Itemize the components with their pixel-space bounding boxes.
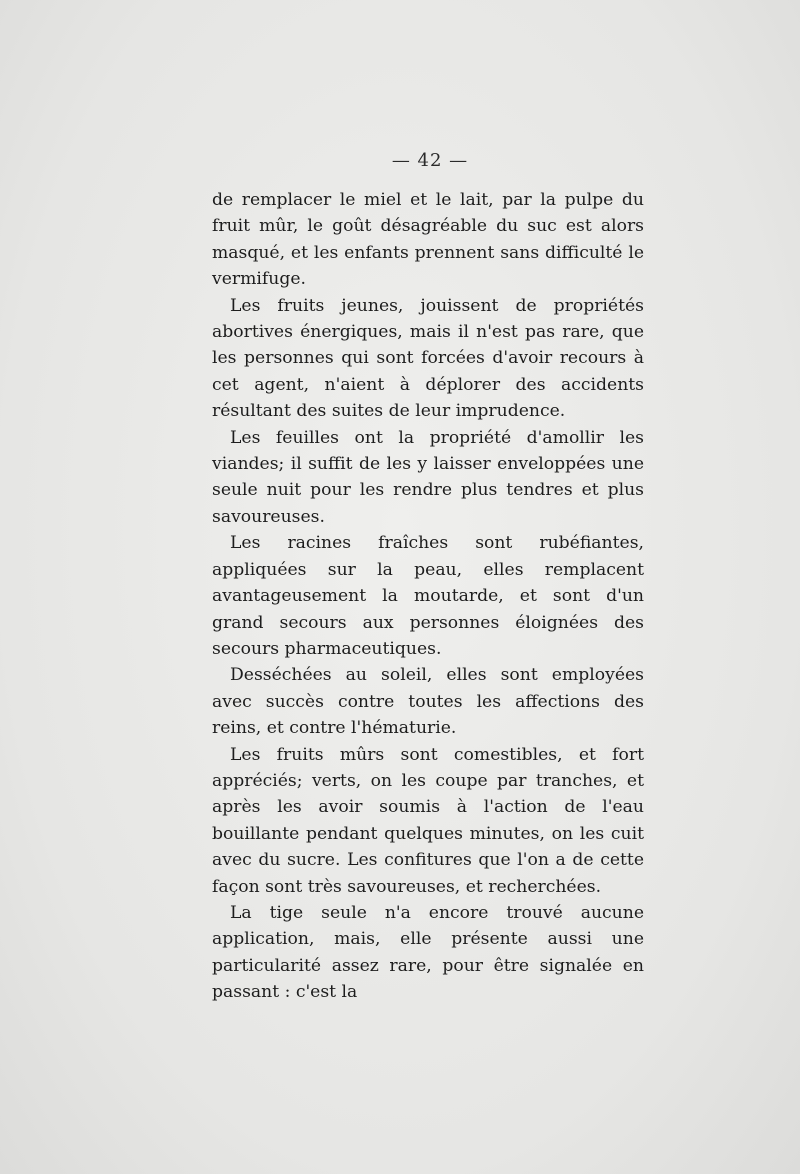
paragraph-3: Les feuilles ont la propriété d'amollir les viandes; il suffit de les y laisser enveloppées une seule nuit pour les rendre plus tendres et plus savoureuses. bbox=[212, 427, 644, 527]
paragraph-6: Les fruits mûrs sont comestibles, et fort appréciés; verts, on les coupe par tranches, et après les avoir soumis à l'action de l'eau bouillante pendant quelques minutes, on les cuit avec du sucre. Les confitures que l'on a de cette façon sont très savoureuses, et recherchées. bbox=[212, 744, 644, 897]
paragraph-4: Les racines fraîches sont rubéfiantes, appliquées sur la peau, elles remplacent avantageusement la moutarde, et sont d'un grand secours aux personnes éloignées des secours pharmaceutiques. bbox=[212, 533, 644, 659]
body-text bbox=[212, 187, 644, 1006]
paragraph-5: Desséchées au soleil, elles sont employées avec succès contre toutes les affections des reins, et contre l'hématurie. bbox=[212, 665, 644, 739]
paragraph-7: La tige seule n'a encore trouvé aucune application, mais, elle présente aussi une particularité assez rare, pour être signalée en passant : c'est la bbox=[212, 902, 644, 1003]
paragraph-2: Les fruits jeunes, jouissent de propriétés abortives énergiques, mais il n'est pas rare, que les personnes qui sont forcées d'avoir recours à cet agent, n'aient à déplorer des accidents résultant des suites de leur imprudence. bbox=[212, 295, 644, 422]
page-number: — 42 — bbox=[391, 150, 469, 171]
paragraph-1: de remplacer le miel et le lait, par la pulpe du fruit mûr, le goût désagréable du suc est alors masqué, et les enfants prennent sans difficulté le vermifuge. bbox=[212, 190, 644, 290]
